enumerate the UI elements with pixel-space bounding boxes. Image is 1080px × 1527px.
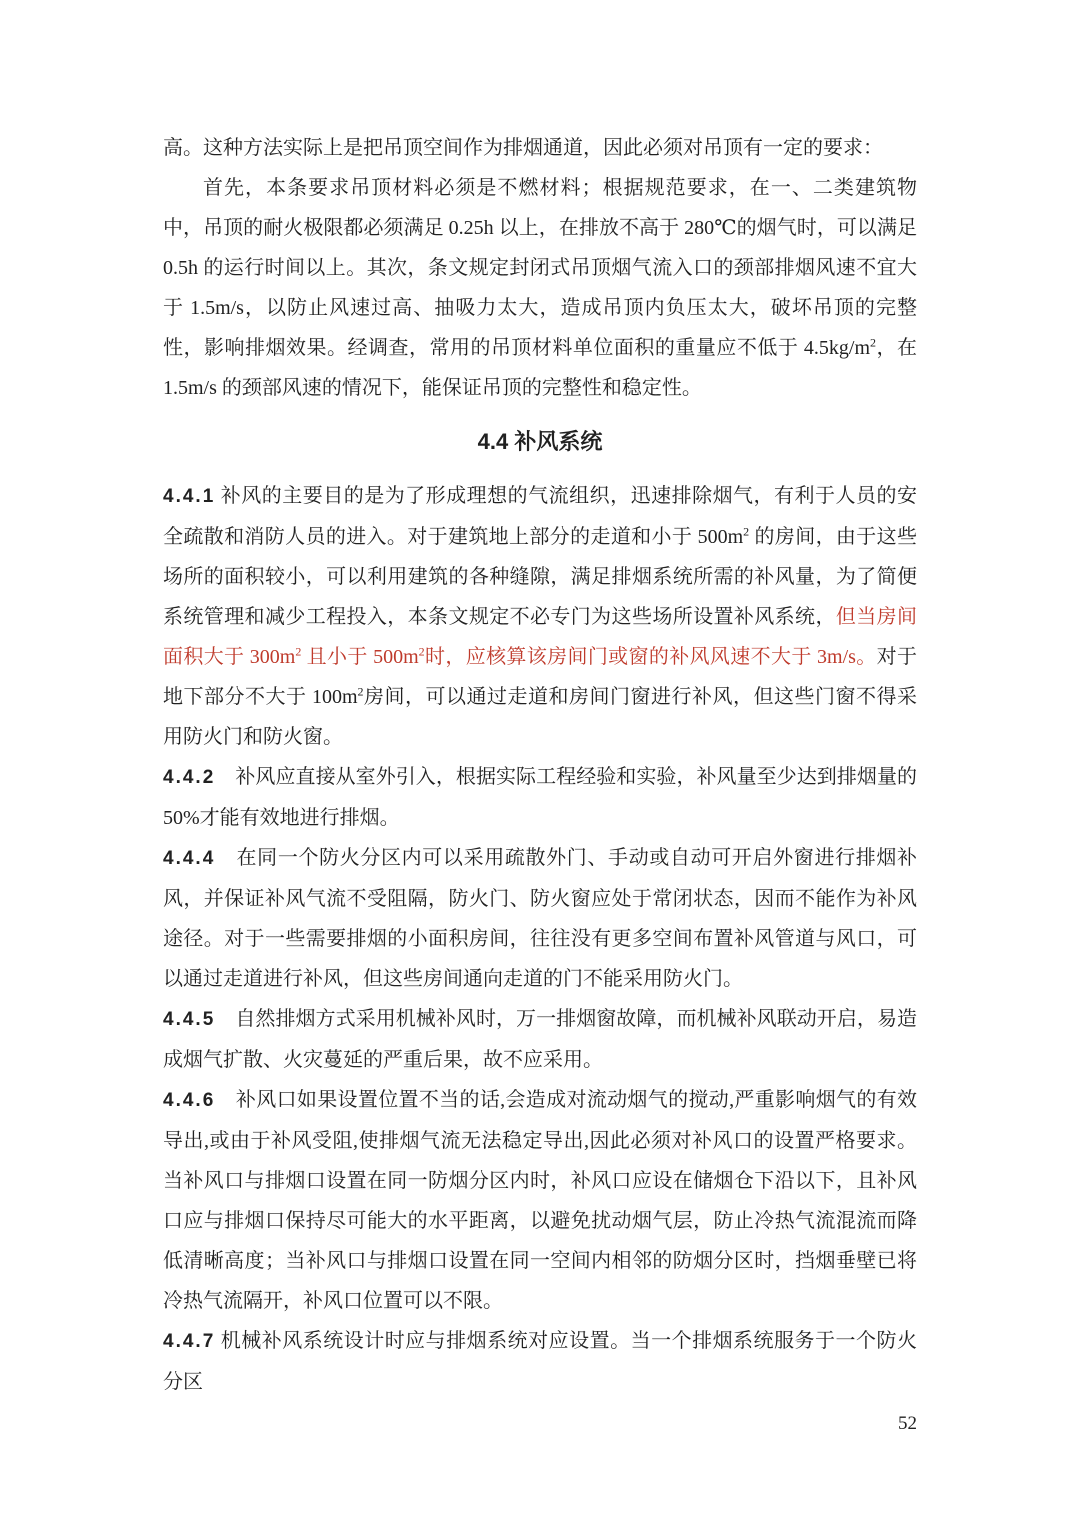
superscript: 2 <box>743 524 750 539</box>
text-run: 在同一个防火分区内可以采用疏散外门、手动或自动可开启外窗进行排烟补风，并保证补风气流不受阻隔，防火门、防火窗应处于常闭状态，因而不能作为补风途径。对于一些需要排烟的小面积房间，往往没有更多空间布置补风管道与风口，可以通过走道进行补风，但这些房间通向走道的门不能采用防火门。 <box>163 847 917 990</box>
text-run: ，在 1.5m/s 的颈部风速的情况下，能保证吊顶的完整性和稳定性。 <box>163 337 922 399</box>
paragraph <box>163 476 917 757</box>
text-run: 但当房间面积大于 300m <box>163 606 918 668</box>
paragraph <box>163 168 922 408</box>
superscript: 2 <box>295 644 302 659</box>
text-run: 机械补风系统设计时应与排烟系统对应设置。当一个排烟系统服务于一个防火分区 <box>163 1330 917 1393</box>
paragraph <box>163 128 917 168</box>
document-body <box>163 128 922 1402</box>
document-page <box>163 128 922 1444</box>
superscript: 2 <box>418 644 425 659</box>
clause-number: 4.4.6 <box>163 1090 216 1111</box>
text-run: 房间，可以通过走道和房间门窗进行补风，但这些门窗不得采用防火门和防火窗。 <box>163 686 917 748</box>
superscript: 2 <box>357 684 364 699</box>
clause-number: 4.4.1 <box>163 486 216 507</box>
text-run: 补风应直接从室外引入，根据实际工程经验和实验，补风量至少达到排烟量的 50%才能有效地进行排烟。 <box>163 766 922 829</box>
text-run: 高。这种方法实际上是把吊顶空间作为排烟通道，因此必须对吊顶有一定的要求： <box>163 137 883 159</box>
paragraph <box>163 1321 917 1402</box>
paragraph <box>163 838 917 999</box>
clause-number: 4.4.7 <box>163 1331 216 1352</box>
text-run: 4.4 补风系统 <box>477 429 603 454</box>
paragraph <box>163 999 917 1080</box>
text-run: 自然排烟方式采用机械补风时，万一排烟窗故障，而机械补风联动开启，易造成烟气扩散、火灾蔓延的严重后果，故不应采用。 <box>163 1008 917 1071</box>
text-run: 且小于 500m <box>301 646 419 668</box>
text-run: 对于地下部分不大于 100m <box>163 646 918 708</box>
text-run: 补风口如果设置位置不当的话,会造成对流动烟气的搅动,严重影响烟气的有效导出,或由于补风受阻,使排烟气流无法稳定导出,因此必须对补风口的设置严格要求。当补风口与排烟口设置在同一防烟分区内时，补风口应设在储烟仓下沿以下，且补风口应与排烟口保持尽可能大的水平距离，以避免扰动烟气层，防止冷热气流混流而降低清晰高度；当补风口与排烟口设置在同一空间内相邻的防烟分区时，挡烟垂壁已将冷热气流隔开，补风口位置可以不限。 <box>163 1089 917 1312</box>
paragraph <box>163 1080 917 1321</box>
superscript: 2 <box>870 335 876 350</box>
clause-number: 4.4.5 <box>163 1009 216 1030</box>
page-number: 52 <box>898 1413 917 1434</box>
clause-number: 4.4.4 <box>163 848 216 869</box>
paragraph <box>163 757 922 838</box>
text-run: 时，应核算该房间门或窗的补风风速不大于 3m/s。 <box>424 646 877 668</box>
clause-number: 4.4.2 <box>163 767 216 788</box>
text-run: 补风的主要目的是为了形成理想的气流组织，迅速排除烟气，有利于人员的安全疏散和消防人员的进入。对于建筑地上部分的走道和小于 500m <box>163 485 917 548</box>
text-run: 的房间，由于这些场所的面积较小，可以利用建筑的各种缝隙，满足排烟系统所需的补风量，为了简便系统管理和减少工程投入，本条文规定不必专门为这些场所设置补风系统， <box>163 526 917 628</box>
section-heading <box>163 422 917 462</box>
text-run: 首先，本条要求吊顶材料必须是不燃材料；根据规范要求，在一、二类建筑物中，吊顶的耐火极限都必须满足 0.25h 以上，在排放不高于 280℃的烟气时，可以满足 0.5h 的运行时间以上。其次，条文规定封闭式吊顶烟气流入口的颈部排烟风速不宜大于 1.5m/s，以防止风速过高、抽吸力太大，造成吊顶内负压太大，破坏吊顶的完整性，影响排烟效果。经调查，常用的吊顶材料单位面积的重量应不低于 4.5kg/m <box>163 177 922 359</box>
